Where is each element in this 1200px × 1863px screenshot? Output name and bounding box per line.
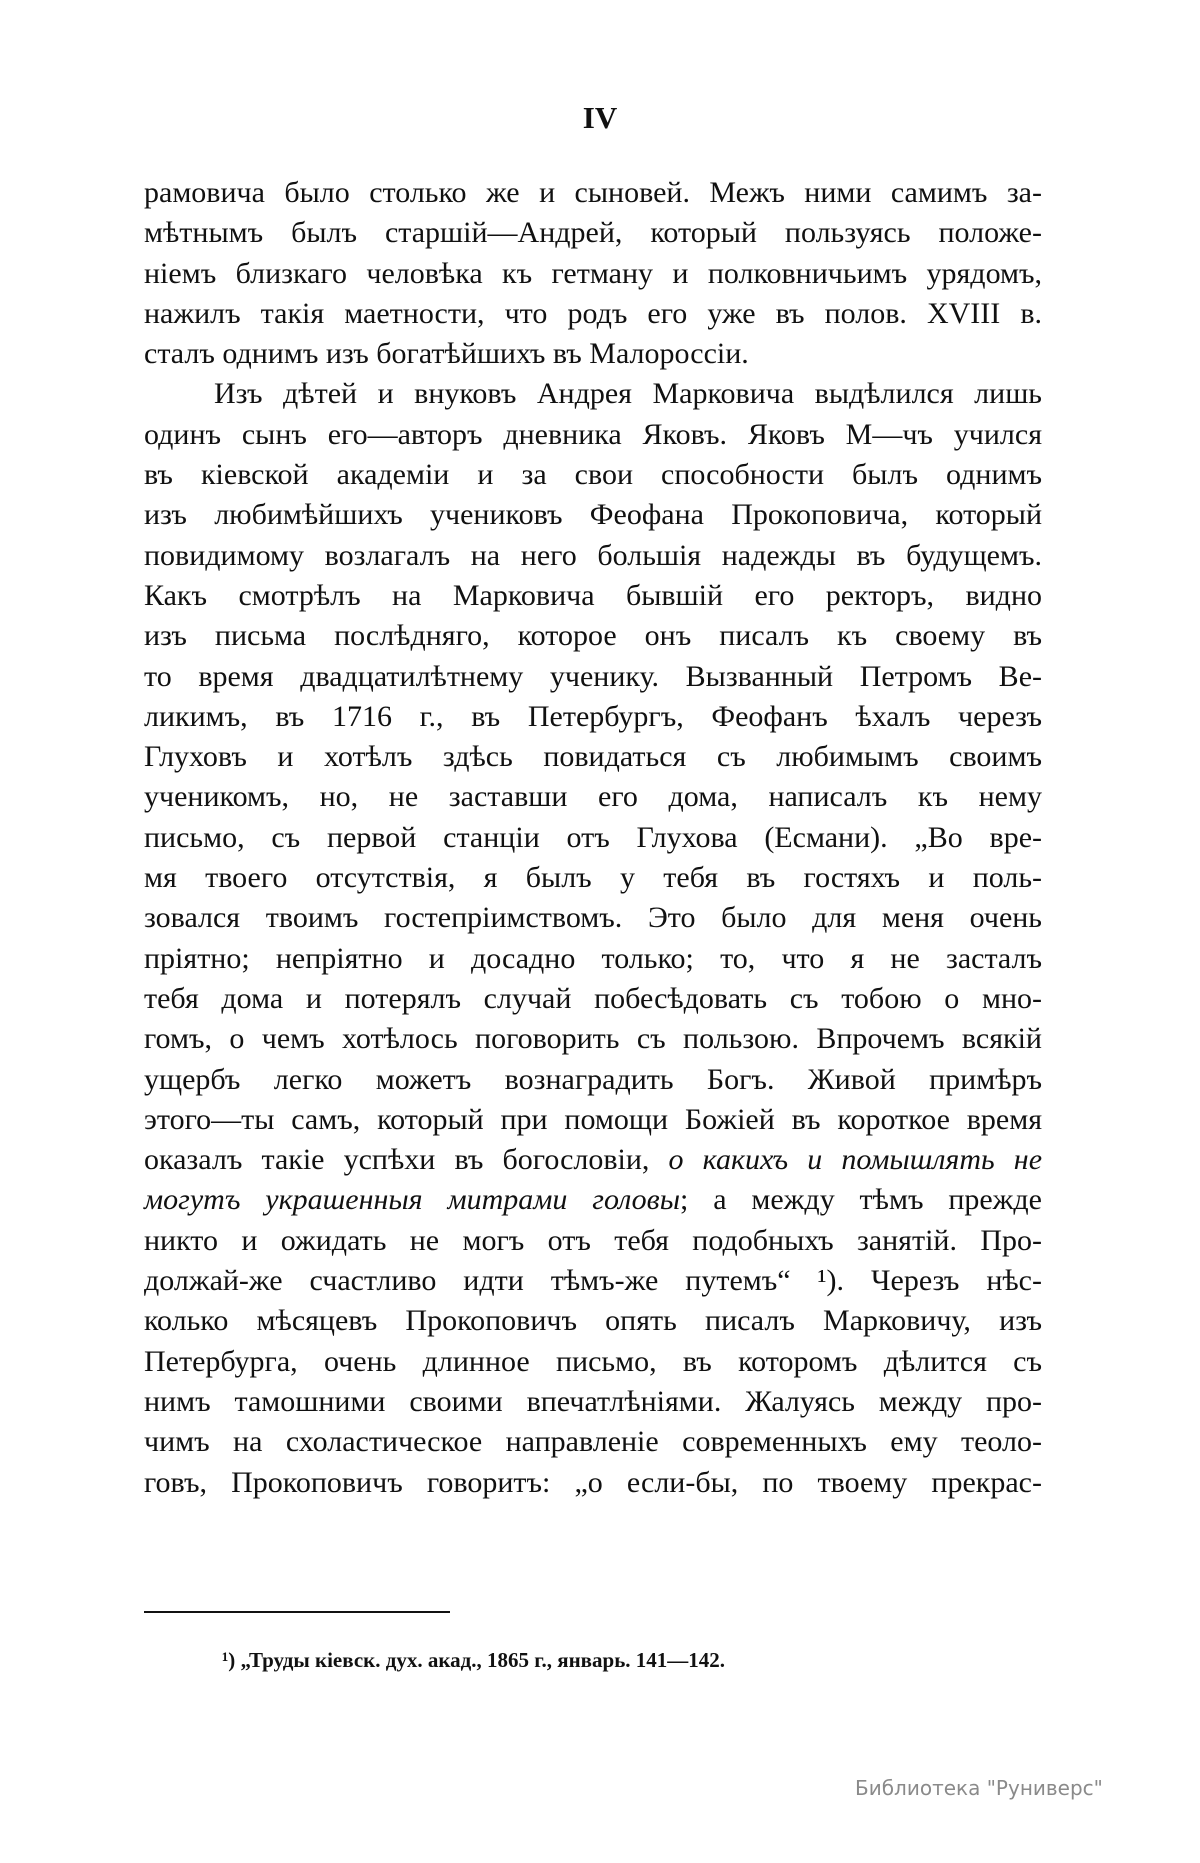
text-segment: одинъ сынъ его—авторъ дневника Яковъ. Яковъ М—чъ учился [144, 417, 1042, 451]
text-segment: никто и ожидать не могъ отъ тебя подобныхъ занятiй. Про- [144, 1223, 1042, 1257]
text-line [144, 1060, 1042, 1100]
text-segment: повидимому возлагалъ на него большiя надежды въ будущемъ. [144, 538, 1042, 572]
text-line [144, 697, 1042, 737]
text-segment: ученикомъ, но, не заставши его дома, написалъ къ нему [144, 780, 1042, 814]
text-segment: гомъ, о чемъ хотѣлось поговорить съ пользою. Впрочемъ всякiй [144, 1022, 1042, 1056]
text-line [144, 374, 1042, 414]
text-segment: нимъ тамошними своими впечатлѣнiями. Жалуясь между про- [144, 1384, 1042, 1418]
text-segment: прiятно; непрiятно и досадно только; то, что я не засталъ [144, 941, 1042, 975]
text-line [144, 495, 1042, 535]
text-segment: зовался твоимъ гостепрiимствомъ. Это было для меня очень [144, 901, 1042, 935]
text-segment: нажилъ такiя маетности, что родъ его уже въ полов. XVIII в. [144, 296, 1042, 330]
text-line [144, 979, 1042, 1019]
text-line [144, 1422, 1042, 1462]
text-line [144, 657, 1042, 697]
text-line [144, 1180, 1042, 1220]
text-line [144, 455, 1042, 495]
text-line [144, 1019, 1042, 1059]
page-number: IV [582, 100, 618, 135]
text-line [144, 334, 1042, 374]
text-line [144, 536, 1042, 576]
text-segment: изъ любимѣйшихъ учениковъ Феофана Прокоповича, который [144, 498, 1042, 532]
text-line [144, 898, 1042, 938]
text-line [144, 415, 1042, 455]
text-segment: оказалъ такiе успѣхи въ богословiи, [144, 1143, 669, 1177]
text-line [144, 576, 1042, 616]
text-line [144, 173, 1042, 213]
text-line [144, 254, 1042, 294]
text-line [144, 858, 1042, 898]
text-segment: чимъ на схоластическое направленiе современныхъ ему теоло- [144, 1425, 1042, 1459]
text-segment: Глуховъ и хотѣлъ здѣсь повидаться съ любимымъ своимъ [144, 740, 1042, 774]
text-line [144, 1382, 1042, 1422]
text-segment: изъ письма послѣдняго, которое онъ писалъ къ своему въ [144, 619, 1042, 653]
body-text [144, 173, 1042, 1503]
text-segment: въ кiевской академiи и за свои способности былъ однимъ [144, 458, 1042, 492]
text-segment: нiемъ близкаго человѣка къ гетману и полковничьимъ урядомъ, [144, 256, 1042, 290]
text-segment: то время двадцатилѣтнему ученику. Вызванный Петромъ Ве- [144, 659, 1042, 693]
text-segment: этого—ты самъ, который при помощи Божiей въ короткое время [144, 1102, 1042, 1136]
text-segment: Изъ дѣтей и внуковъ Андрея Марковича выдѣлился лишь [214, 377, 1042, 411]
text-segment: сталъ однимъ изъ богатѣйшихъ въ Малороссiи. [144, 337, 749, 371]
text-line [144, 1301, 1042, 1341]
text-line [144, 1463, 1042, 1503]
text-line [144, 818, 1042, 858]
text-segment: Какъ смотрѣлъ на Марковича бывшiй его ректоръ, видно [144, 578, 1042, 612]
text-segment: мя твоего отсутствiя, я былъ у тебя въ гостяхъ и поль- [144, 861, 1042, 895]
footnote [222, 1648, 725, 1673]
library-watermark: Библиотека "Руниверс" [855, 1776, 1103, 1800]
text-segment: колько мѣсяцевъ Прокоповичъ опять писалъ Марковичу, изъ [144, 1304, 1042, 1338]
text-segment: тебя дома и потерялъ случай побесѣдовать съ тобою о мно- [144, 981, 1042, 1015]
italic-quote-segment: могутъ украшенныя митрами головы [144, 1183, 681, 1217]
text-segment: должай-же счастливо идти тѣмъ-же путемъ“ ¹). Черезъ нѣс- [144, 1264, 1042, 1298]
text-segment: Петербурга, очень длинное письмо, въ которомъ дѣлится съ [144, 1344, 1042, 1378]
text-line [144, 939, 1042, 979]
footnote-marker: ¹) [222, 1648, 236, 1672]
text-segment: говъ, Прокоповичъ говоритъ: „о если-бы, по твоему прекрас- [144, 1465, 1042, 1499]
text-segment: ущербъ легко можетъ вознаградить Богъ. Живой примѣръ [144, 1062, 1042, 1096]
text-line [144, 294, 1042, 334]
text-line [144, 1221, 1042, 1261]
text-line [144, 1342, 1042, 1382]
footnote-divider [144, 1611, 450, 1613]
text-line [144, 1261, 1042, 1301]
text-segment: письмо, съ первой станцiи отъ Глухова (Есмани). „Во вре- [144, 820, 1042, 854]
text-line [144, 1140, 1042, 1180]
text-segment: ; а между тѣмъ прежде [680, 1183, 1042, 1217]
text-line [144, 737, 1042, 777]
text-segment: ликимъ, въ 1716 г., въ Петербургъ, Феофанъ ѣхалъ черезъ [144, 699, 1042, 733]
text-line [144, 777, 1042, 817]
text-line [144, 616, 1042, 656]
text-segment: мѣтнымъ былъ старшiй—Андрей, который пользуясь положе- [144, 216, 1042, 250]
italic-quote-segment: о какихъ и помышлять не [668, 1143, 1043, 1177]
text-line [144, 213, 1042, 253]
text-line [144, 1100, 1042, 1140]
text-segment: рамовича было столько же и сыновей. Межъ ними самимъ за- [144, 176, 1042, 209]
footnote-text: „Труды кiевск. дух. акад., 1865 г., январь. 141—142. [240, 1648, 726, 1672]
